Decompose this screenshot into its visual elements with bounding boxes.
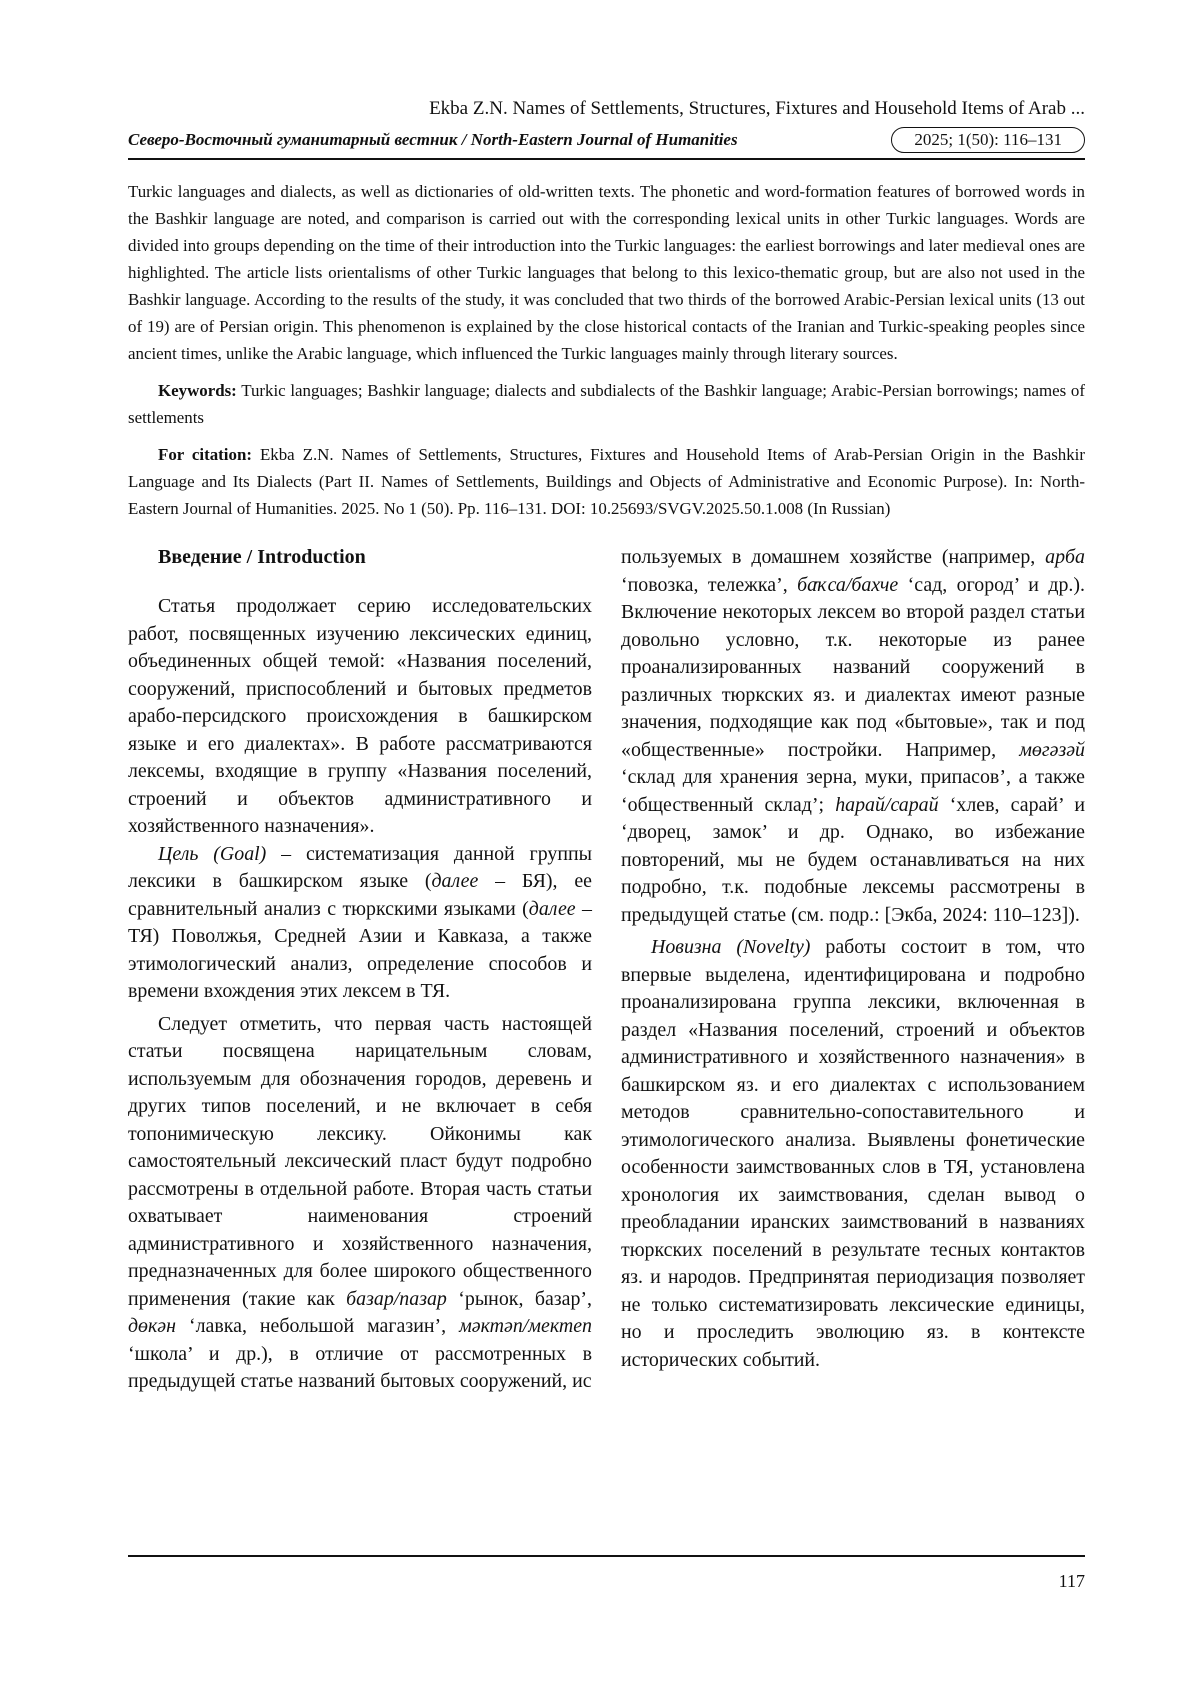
italic-term: далее — [431, 870, 479, 892]
text-span: ‘повозка, тележка’, — [621, 573, 798, 596]
keywords-label: Keywords: — [158, 381, 237, 400]
text-span: Следует отметить, что первая часть настоящей статьи посвящена нарицательным словам, используемым для обозначения городов, деревень и других типов поселений, и не включает в себя топонимическую лексику. Ойконимы как самостоятельный лексический пласт будут подробно рассмотрены в отдельной работе. Вторая часть статьи охватывает наименования строений административного и хозяйственного назначения, предназначенных для более широкого общественного применения (такие как — [128, 1012, 592, 1310]
text-span: ‘лавка, небольшой магазин’, — [176, 1315, 460, 1337]
page — [128, 98, 1085, 1396]
text-span: ‘рынок, базар’, — [446, 1287, 592, 1310]
italic-term: мөгәзәй — [1019, 738, 1085, 761]
italic-term: мәктәп/мектеп — [459, 1315, 592, 1337]
journal-header — [128, 127, 1085, 160]
citation-label: For citation: — [158, 445, 252, 464]
text-span: – БЯ), ее сравнительный анализ с тюркскими языками ( — [128, 870, 592, 920]
text-span: ‘сад, огород’ и др.). Включение некоторых лексем во второй раздел статьи довольно условно, т.к. некоторые из ранее проанализированных названий сооружений в различных тюркских яз. и диалектах имеют разные значения, подходящие как под «бытовые», так и под «общественные» постройки. Например, — [621, 573, 1085, 761]
citation-text: Ekba Z.N. Names of Settlements, Structures, Fixtures and Household Items of Arab-Persian Origin in the Bashkir Language and Its Dialects (Part II. Names of Settlements, Buildings and Objects of Administrative and Economic Purpose). In: North-Eastern Journal of Humanities. 2025. No 1 (50). Pp. 116–131. DOI: 10.25693/SVGV.2025.50.1.008 (In Russian) — [128, 445, 1086, 518]
page-number: 117 — [1058, 1571, 1085, 1591]
paragraph-1: Статья продолжает серию исследовательских работ, посвященных изучению лексических единиц, объединенных общей темой: «Названия поселений, сооружений, приспособлений и бытовых предметов арабо-персидского происхождения в башкирском языке и его диалектах». В работе рассматриваются лексемы, входящие в группу «Названия поселений, строений и объектов административного и хозяйственного назначения». — [128, 595, 592, 837]
text-span: пользуемых в домашнем хозяйстве (например, — [621, 546, 1046, 568]
paragraph-3 — [128, 1011, 592, 1396]
citation — [128, 441, 1085, 522]
paragraph-4 — [621, 544, 1085, 929]
text-span: – ТЯ) Поволжья, Средней Азии и Кавказа, а также этимологический анализ, определение способов и времени вхождения этих лексем в ТЯ. — [128, 897, 592, 1002]
keywords — [128, 377, 1085, 431]
italic-term: баҡса/бахче — [797, 573, 899, 596]
italic-term: һарай/сарай — [835, 793, 939, 816]
paragraph-5 — [621, 934, 1085, 1374]
issue-badge: 2025; 1(50): 116–131 — [891, 127, 1085, 153]
paragraph-2 — [128, 841, 592, 1006]
italic-term: арба — [1045, 546, 1085, 568]
section-heading: Введение / Introduction — [158, 546, 366, 568]
abstract — [128, 178, 1085, 522]
journal-name: Северо-Восточный гуманитарный вестник / North-Eastern Journal of Humanities — [128, 130, 738, 149]
italic-term: базар/пазар — [346, 1287, 447, 1310]
text-span: работы состоит в том, что впервые выделена, идентифицирована и подробно проанализирована группа лексики, включенная в раздел «Названия поселений, строений и объектов административного и хозяйственного назначения» в башкирском яз. и его диалектах с использованием методов сравнительно-сопоставительного и этимологического анализа. Выявлены фонетические особенности заимствованных слов в ТЯ, установлена хронология их заимствования, сделан вывод о преобладании иранских заимствований в названиях тюркских поселений в результате тесных контактов яз. и народов. Предпринятая периодизация позволяет не только систематизировать лексические единицы, но и проследить эволюцию яз. в контексте исторических событий. — [621, 936, 1085, 1371]
running-title: Ekba Z.N. Names of Settlements, Structures, Fixtures and Household Items of Arab ... — [429, 98, 1085, 119]
keywords-text: Turkic languages; Bashkir language; dialects and subdialects of the Bashkir language; Arabic-Persian borrowings; names of settlements — [128, 381, 1086, 427]
novelty-term: Новизна (Novelty) — [651, 936, 811, 958]
footer-divider — [128, 1555, 1085, 1557]
goal-term: Цель (Goal) — [158, 842, 267, 865]
left-column — [128, 544, 592, 1396]
text-span: ‘хлев, сарай’ и ‘дворец, замок’ и др. Однако, во избежание повторений, мы не будем останавливаться на них подробно, т.к. подобные лексемы рассмотрены в предыдущей статье (см. подр.: [Экба, 2024: 110–123]). — [621, 793, 1085, 926]
italic-term: далее — [528, 897, 576, 920]
italic-term: дөкән — [128, 1315, 177, 1337]
text-span: – систематизация данной группы лексики в башкирском языке ( — [128, 842, 592, 892]
right-column — [621, 544, 1085, 1396]
text-span: ‘склад для хранения зерна, муки, припасов’, а также ‘общественный склад’; — [621, 766, 1085, 816]
abstract-text: Turkic languages and dialects, as well as dictionaries of old-written texts. The phonetic and word-formation features of borrowed words in the Bashkir language are noted, and comparison is carried out with the corresponding lexical units in other Turkic languages. Words are divided into groups depending on the time of their introduction into the Turkic languages: the earliest borrowings and later medieval ones are highlighted. The article lists orientalisms of other Turkic languages that belong to this lexico-thematic group, but are also not used in the Bashkir language. According to the results of the study, it was concluded that two thirds of the borrowed Arabic-Persian lexical units (13 out of 19) are of Persian origin. This phenomenon is explained by the close historical contacts of the Iranian and Turkic-speaking peoples since ancient times, unlike the Arabic language, which influenced the Turkic languages mainly through literary sources. — [128, 182, 1085, 363]
body-columns — [128, 544, 1085, 1396]
text-span: ‘школа’ и др.), в отличие от рассмотренных в предыдущей статье названий бытовых сооружений, ис — [128, 1342, 592, 1392]
